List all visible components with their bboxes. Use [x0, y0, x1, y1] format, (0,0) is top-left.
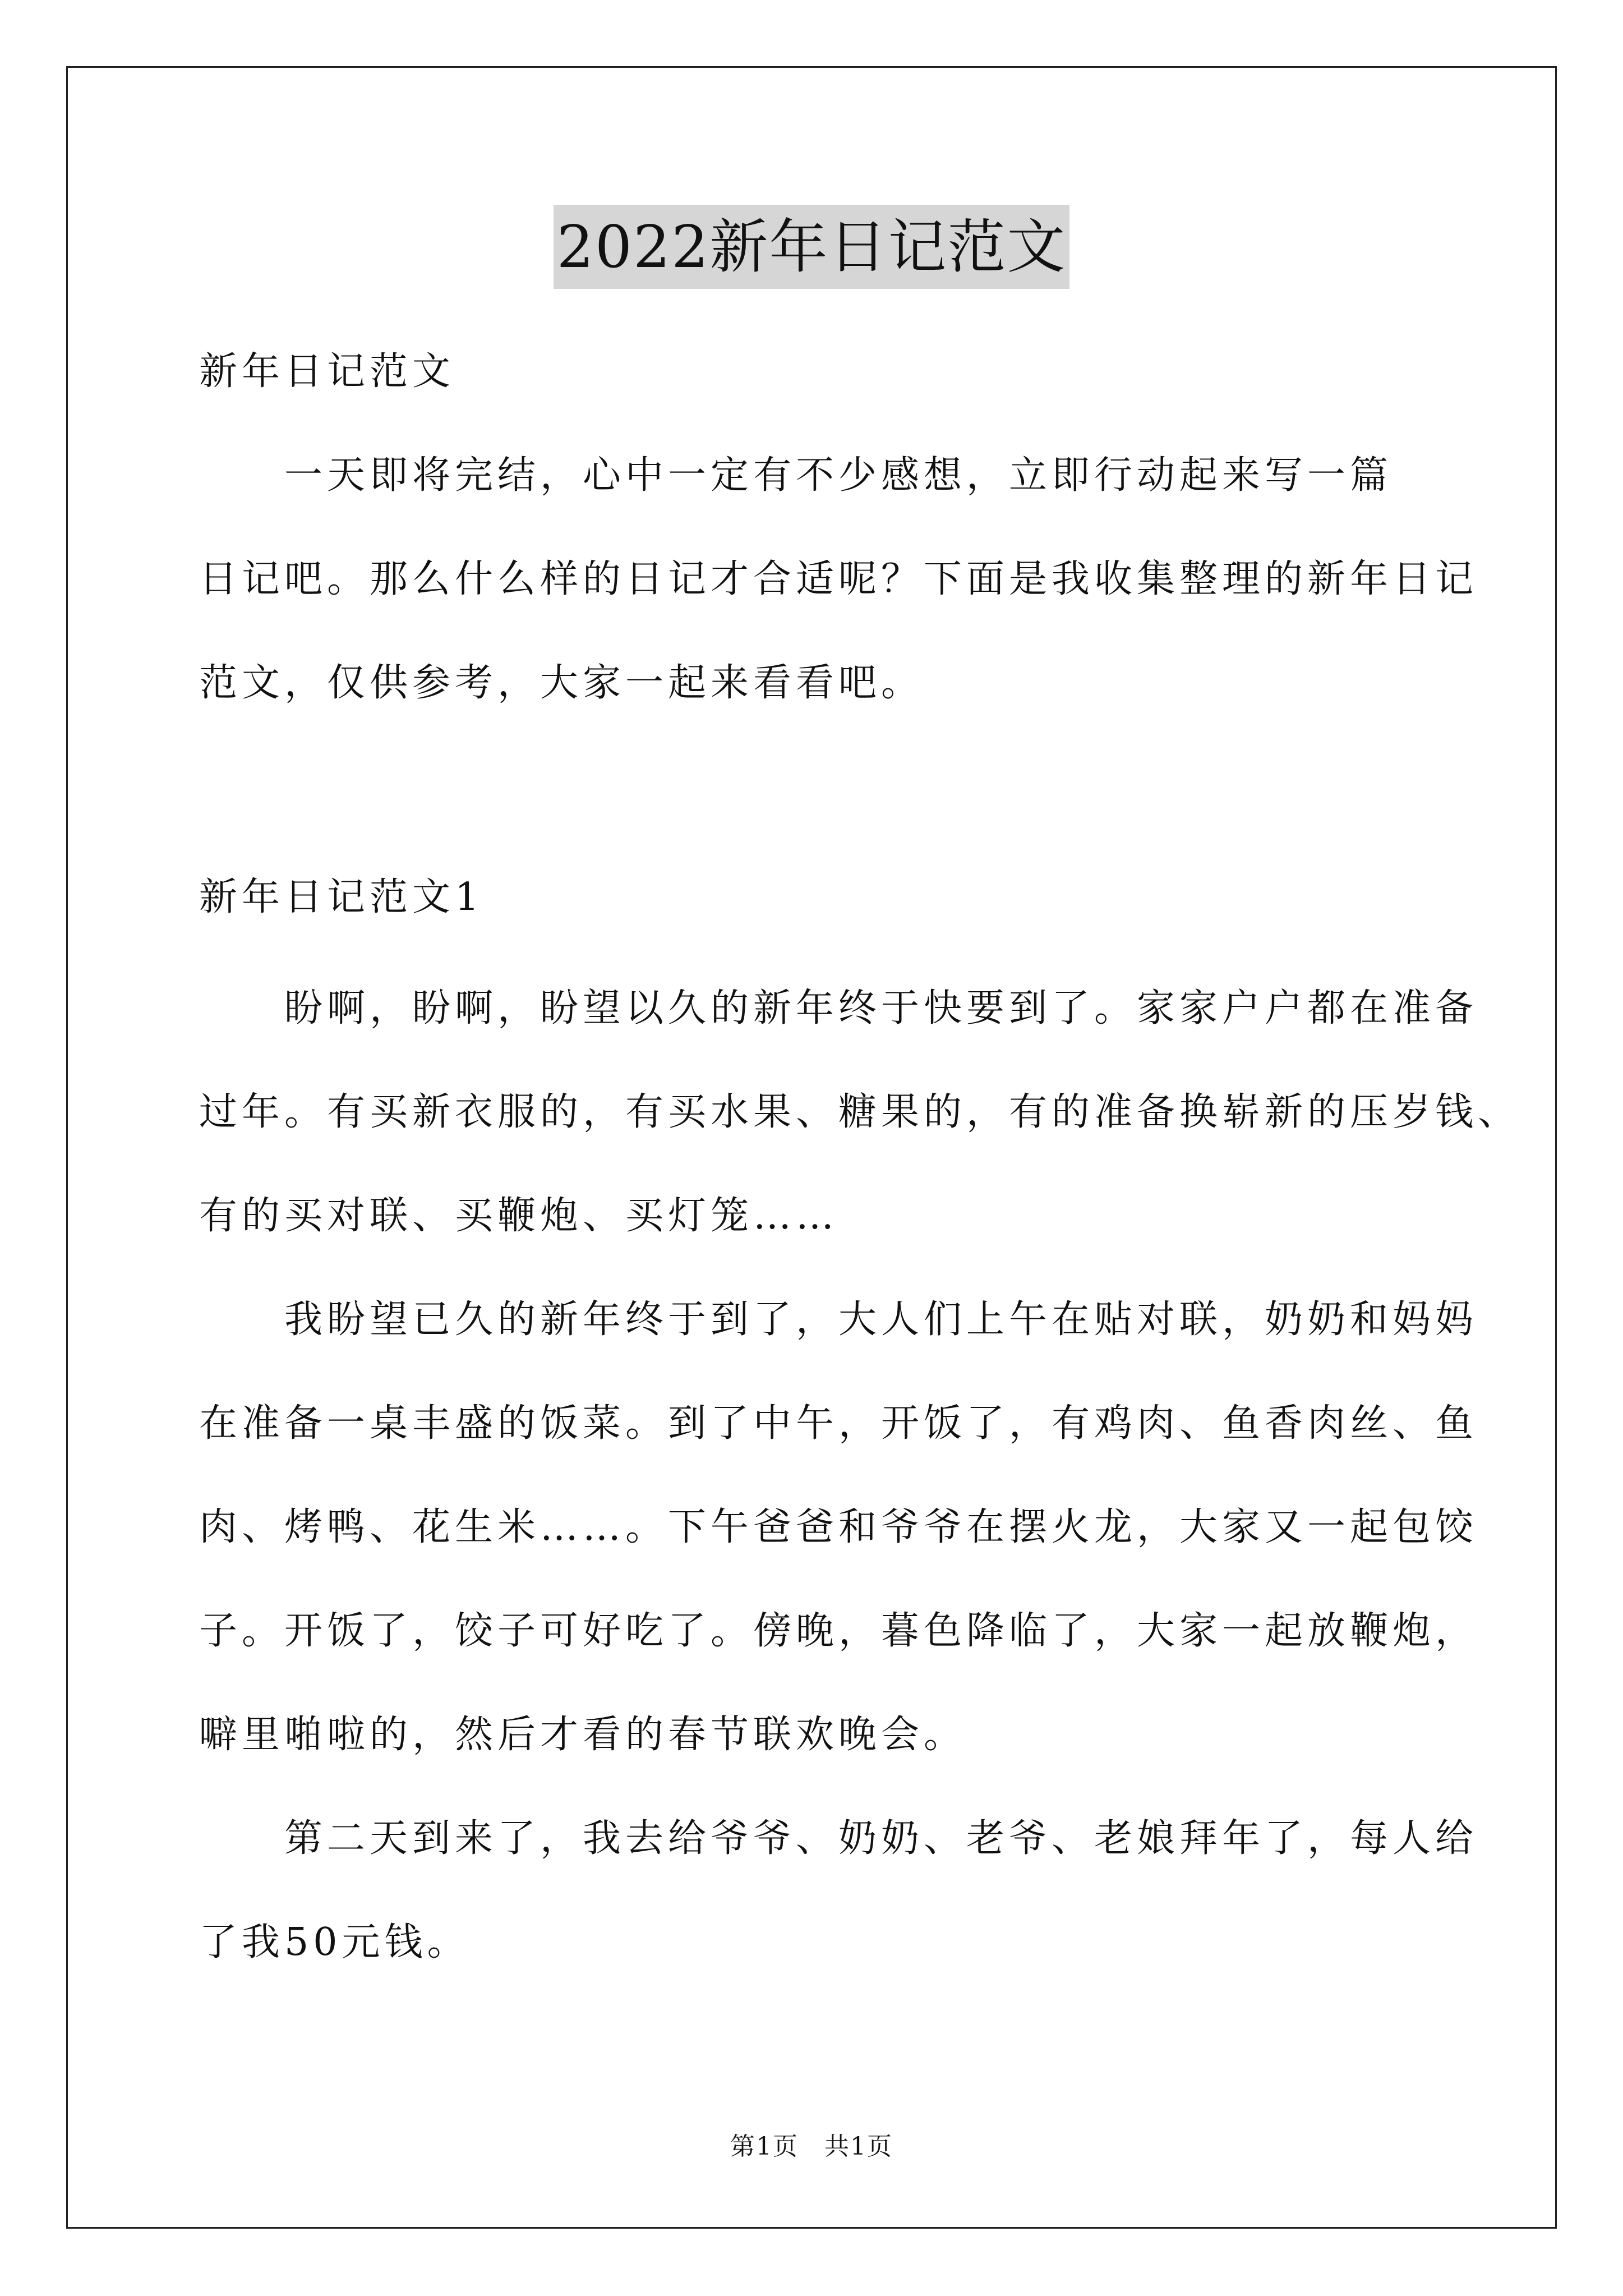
paragraph-3-line-2: 了我50元钱。	[199, 1920, 470, 1964]
intro-line-3: 范文，仅供参考，大家一起来看看吧。	[199, 661, 924, 705]
document-title: 2022新年日记范文	[554, 205, 1070, 289]
section-heading: 新年日记范文1	[199, 875, 484, 919]
paragraph-1-line-2: 过年。有买新衣服的，有买水果、糖果的，有的准备换崭新的压岁钱、	[199, 1090, 1521, 1134]
intro-line-2: 日记吧。那么什么样的日记才合适呢？下面是我收集整理的新年日记	[199, 557, 1478, 601]
paragraph-2-line-3: 肉、烤鸭、花生米……。下午爸爸和爷爷在摆火龙，大家又一起包饺	[199, 1505, 1478, 1549]
title-container	[0, 205, 1623, 289]
paragraph-2-line-2: 在准备一桌丰盛的饭菜。到了中午，开饭了，有鸡肉、鱼香肉丝、鱼	[199, 1401, 1478, 1446]
subtitle: 新年日记范文	[199, 349, 455, 394]
paragraph-3-line-1: 第二天到来了，我去给爷爷、奶奶、老爷、老娘拜年了，每人给	[199, 1816, 1478, 1861]
paragraph-2-line-4: 子。开饭了，饺子可好吃了。傍晚，暮色降临了，大家一起放鞭炮，	[199, 1609, 1478, 1653]
blank-gap	[199, 735, 1455, 839]
paragraph-2-line-1: 我盼望已久的新年终于到了，大人们上午在贴对联，奶奶和妈妈	[199, 1297, 1478, 1342]
page-footer: 第1页 共1页	[730, 2132, 893, 2161]
paragraph-1-line-3: 有的买对联、买鞭炮、买灯笼……	[199, 1194, 839, 1238]
document-body	[199, 320, 1521, 1994]
intro-line-1: 一天即将完结，心中一定有不少感想，立即行动起来写一篇	[199, 453, 1393, 498]
paragraph-1-line-1: 盼啊，盼啊，盼望以久的新年终于快要到了。家家户户都在准备	[199, 986, 1478, 1030]
paragraph-2-line-5: 噼里啪啦的，然后才看的春节联欢晚会。	[199, 1713, 967, 1757]
